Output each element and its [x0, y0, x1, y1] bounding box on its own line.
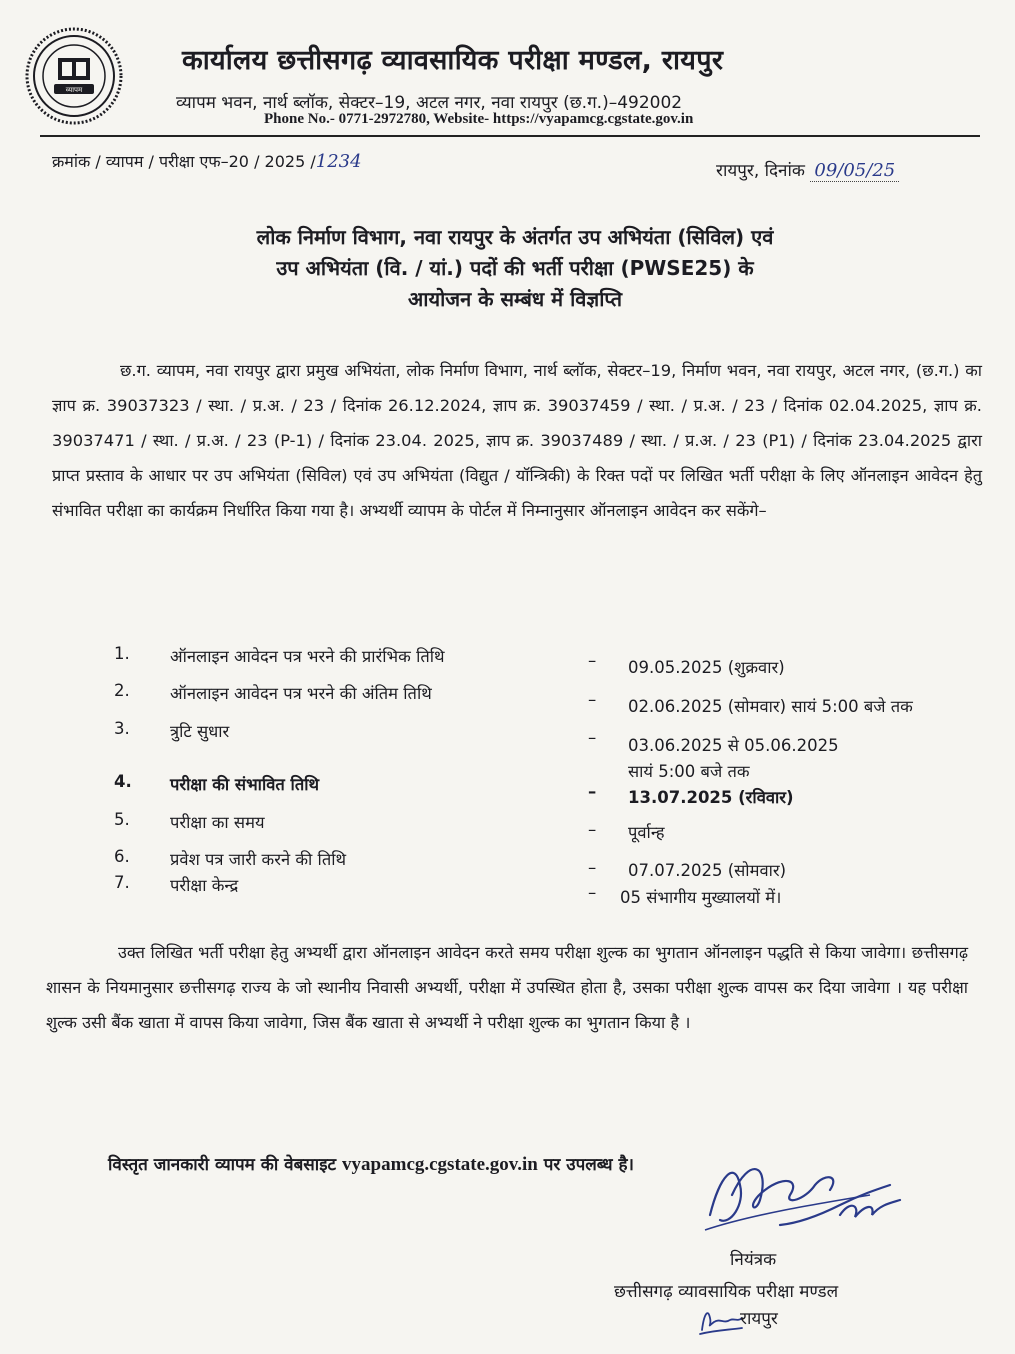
- reference-number: [52, 150, 362, 172]
- handwritten-initial: [696, 1304, 744, 1336]
- schedule-value: 02.06.2025 (सोमवार) सायं 5:00 बजे तक: [628, 697, 913, 716]
- schedule-dash: –: [588, 728, 597, 747]
- schedule-dash: –: [588, 883, 597, 902]
- reference-prefix: क्रमांक / व्यापम / परीक्षा एफ–20 / 2025 /: [52, 152, 316, 171]
- website-url: vyapamcg.cgstate.gov.in: [342, 1154, 538, 1175]
- schedule-value: 07.07.2025 (सोमवार): [628, 861, 787, 880]
- schedule-num: 1.: [114, 644, 130, 663]
- schedule-dash: –: [588, 690, 597, 709]
- header-divider: [40, 135, 980, 137]
- schedule-num: 7.: [114, 873, 130, 892]
- office-title: कार्यालय छत्तीसगढ़ व्यावसायिक परीक्षा मण्डल, रायपुर: [182, 45, 724, 76]
- reference-handwritten-number: 1234: [315, 151, 362, 172]
- schedule-value: 05 संभागीय मुख्यालयों में।: [620, 888, 782, 907]
- schedule-label: प्रवेश पत्र जारी करने की तिथि: [170, 850, 347, 869]
- schedule-dash: –: [588, 651, 597, 670]
- notice-subject: [120, 222, 910, 315]
- signatory-city: रायपुर: [740, 1309, 778, 1329]
- schedule-label: ऑनलाइन आवेदन पत्र भरने की अंतिम तिथि: [170, 684, 432, 703]
- body-paragraph-1: छ.ग. व्यापम, नवा रायपुर द्वारा प्रमुख अभियंता, लोक निर्माण विभाग, नार्थ ब्लॉक, सेक्टर–19, निर्माण भवन, नवा रायपुर, अटल नगर, (छ.ग.) का ज्ञाप क्र. 39037323 / स्था. / प्र.अ. / 23 / दिनांक 26.12.2024, ज्ञाप क्र. 39037459 / स्था. / प्र.अ. / 23 / दिनांक 02.04.2025, ज्ञाप क्र. 39037471 / स्था. / प्र.अ. / 23 (P-1) / दिनांक 23.04. 2025, ज्ञाप क्र. 39037489 / स्था. / प्र.अ. / 23 (P1) / दिनांक 23.04.2025 द्वारा प्राप्त प्रस्ताव के आधार पर उप अभियंता (सिविल) एवं उप अभियंता (विद्युत / यॉन्त्रिकी) के रिक्त पदों पर लिखित भर्ती परीक्षा के लिए ऑनलाइन आवेदन हेतु संभावित परीक्षा का कार्यक्रम निर्धारित किया गया है। अभ्यर्थी व्यापम के पोर्टल में निम्नानुसार ऑनलाइन आवेदन कर सकेंगे–: [52, 361, 982, 520]
- subject-line-1: लोक निर्माण विभाग, नवा रायपुर के अंतर्गत उप अभियंता (सिविल) एवं: [256, 225, 774, 249]
- website-prefix: विस्तृत जानकारी व्यापम की वेबसाइट: [108, 1155, 337, 1175]
- office-contact: Phone No.- 0771-2972780, Website- https://vyapamcg.cgstate.gov.in: [264, 111, 694, 127]
- schedule-num: 4.: [114, 772, 132, 791]
- schedule-num: 2.: [114, 681, 130, 700]
- schedule-num: 3.: [114, 719, 130, 738]
- schedule-num: 5.: [114, 810, 130, 829]
- schedule-label: त्रुटि सुधार: [170, 722, 230, 741]
- schedule-dash: –: [588, 820, 597, 839]
- vyapam-seal-logo: [24, 26, 124, 126]
- schedule-num: 6.: [114, 847, 130, 866]
- schedule-label: परीक्षा की संभावित तिथि: [170, 775, 320, 794]
- handwritten-date: 09/05/25: [810, 160, 899, 182]
- website-suffix: पर उपलब्ध है।: [543, 1155, 634, 1175]
- signatory-title: नियंत्रक: [730, 1250, 777, 1270]
- body-paragraph-2: उक्त लिखित भर्ती परीक्षा हेतु अभ्यर्थी द्वारा ऑनलाइन आवेदन करते समय परीक्षा शुल्क का भुगतान ऑनलाइन पद्धति से किया जावेगा। छत्तीसगढ़ शासन के नियमानुसार छत्तीसगढ़ राज्य के जो स्थानीय निवासी अभ्यर्थी, परीक्षा में उपस्थित होता है, उसका परीक्षा शुल्क वापस कर दिया जावेगा । यह परीक्षा शुल्क उसी बैंक खाता में वापस किया जावेगा, जिस बैंक खाता से अभ्यर्थी ने परीक्षा शुल्क का भुगतान किया है ।: [46, 943, 968, 1032]
- signatory-organization: छत्तीसगढ़ व्यावसायिक परीक्षा मण्डल: [614, 1282, 839, 1302]
- schedule-label: परीक्षा का समय: [170, 813, 265, 832]
- schedule-value-continued: सायं 5:00 बजे तक: [628, 762, 750, 781]
- reference-date: [716, 158, 899, 181]
- handwritten-signature: [690, 1145, 920, 1240]
- schedule-value: 13.07.2025 (रविवार): [628, 788, 794, 807]
- schedule-value: 09.05.2025 (शुक्रवार): [628, 658, 785, 677]
- schedule-value: 03.06.2025 से 05.06.2025: [628, 736, 839, 755]
- logo-text: व्यापम: [65, 86, 83, 94]
- subject-line-3: आयोजन के सम्बंध में विज्ञप्ति: [408, 287, 622, 311]
- schedule-value: पूर्वान्ह: [628, 823, 665, 842]
- schedule-label: ऑनलाइन आवेदन पत्र भरने की प्रारंभिक तिथि: [170, 647, 445, 666]
- website-info: [108, 1152, 634, 1176]
- schedule-dash: –: [588, 858, 597, 877]
- schedule-label: परीक्षा केन्द्र: [170, 876, 239, 895]
- office-address: व्यापम भवन, नार्थ ब्लॉक, सेक्टर–19, अटल नगर, नवा रायपुर (छ.ग.)–492002: [176, 93, 683, 113]
- place-date-prefix: रायपुर, दिनांक: [716, 161, 805, 181]
- subject-line-2: उप अभियंता (वि. / यां.) पदों की भर्ती परीक्षा (PWSE25) के: [276, 256, 754, 280]
- schedule-dash: –: [588, 782, 597, 801]
